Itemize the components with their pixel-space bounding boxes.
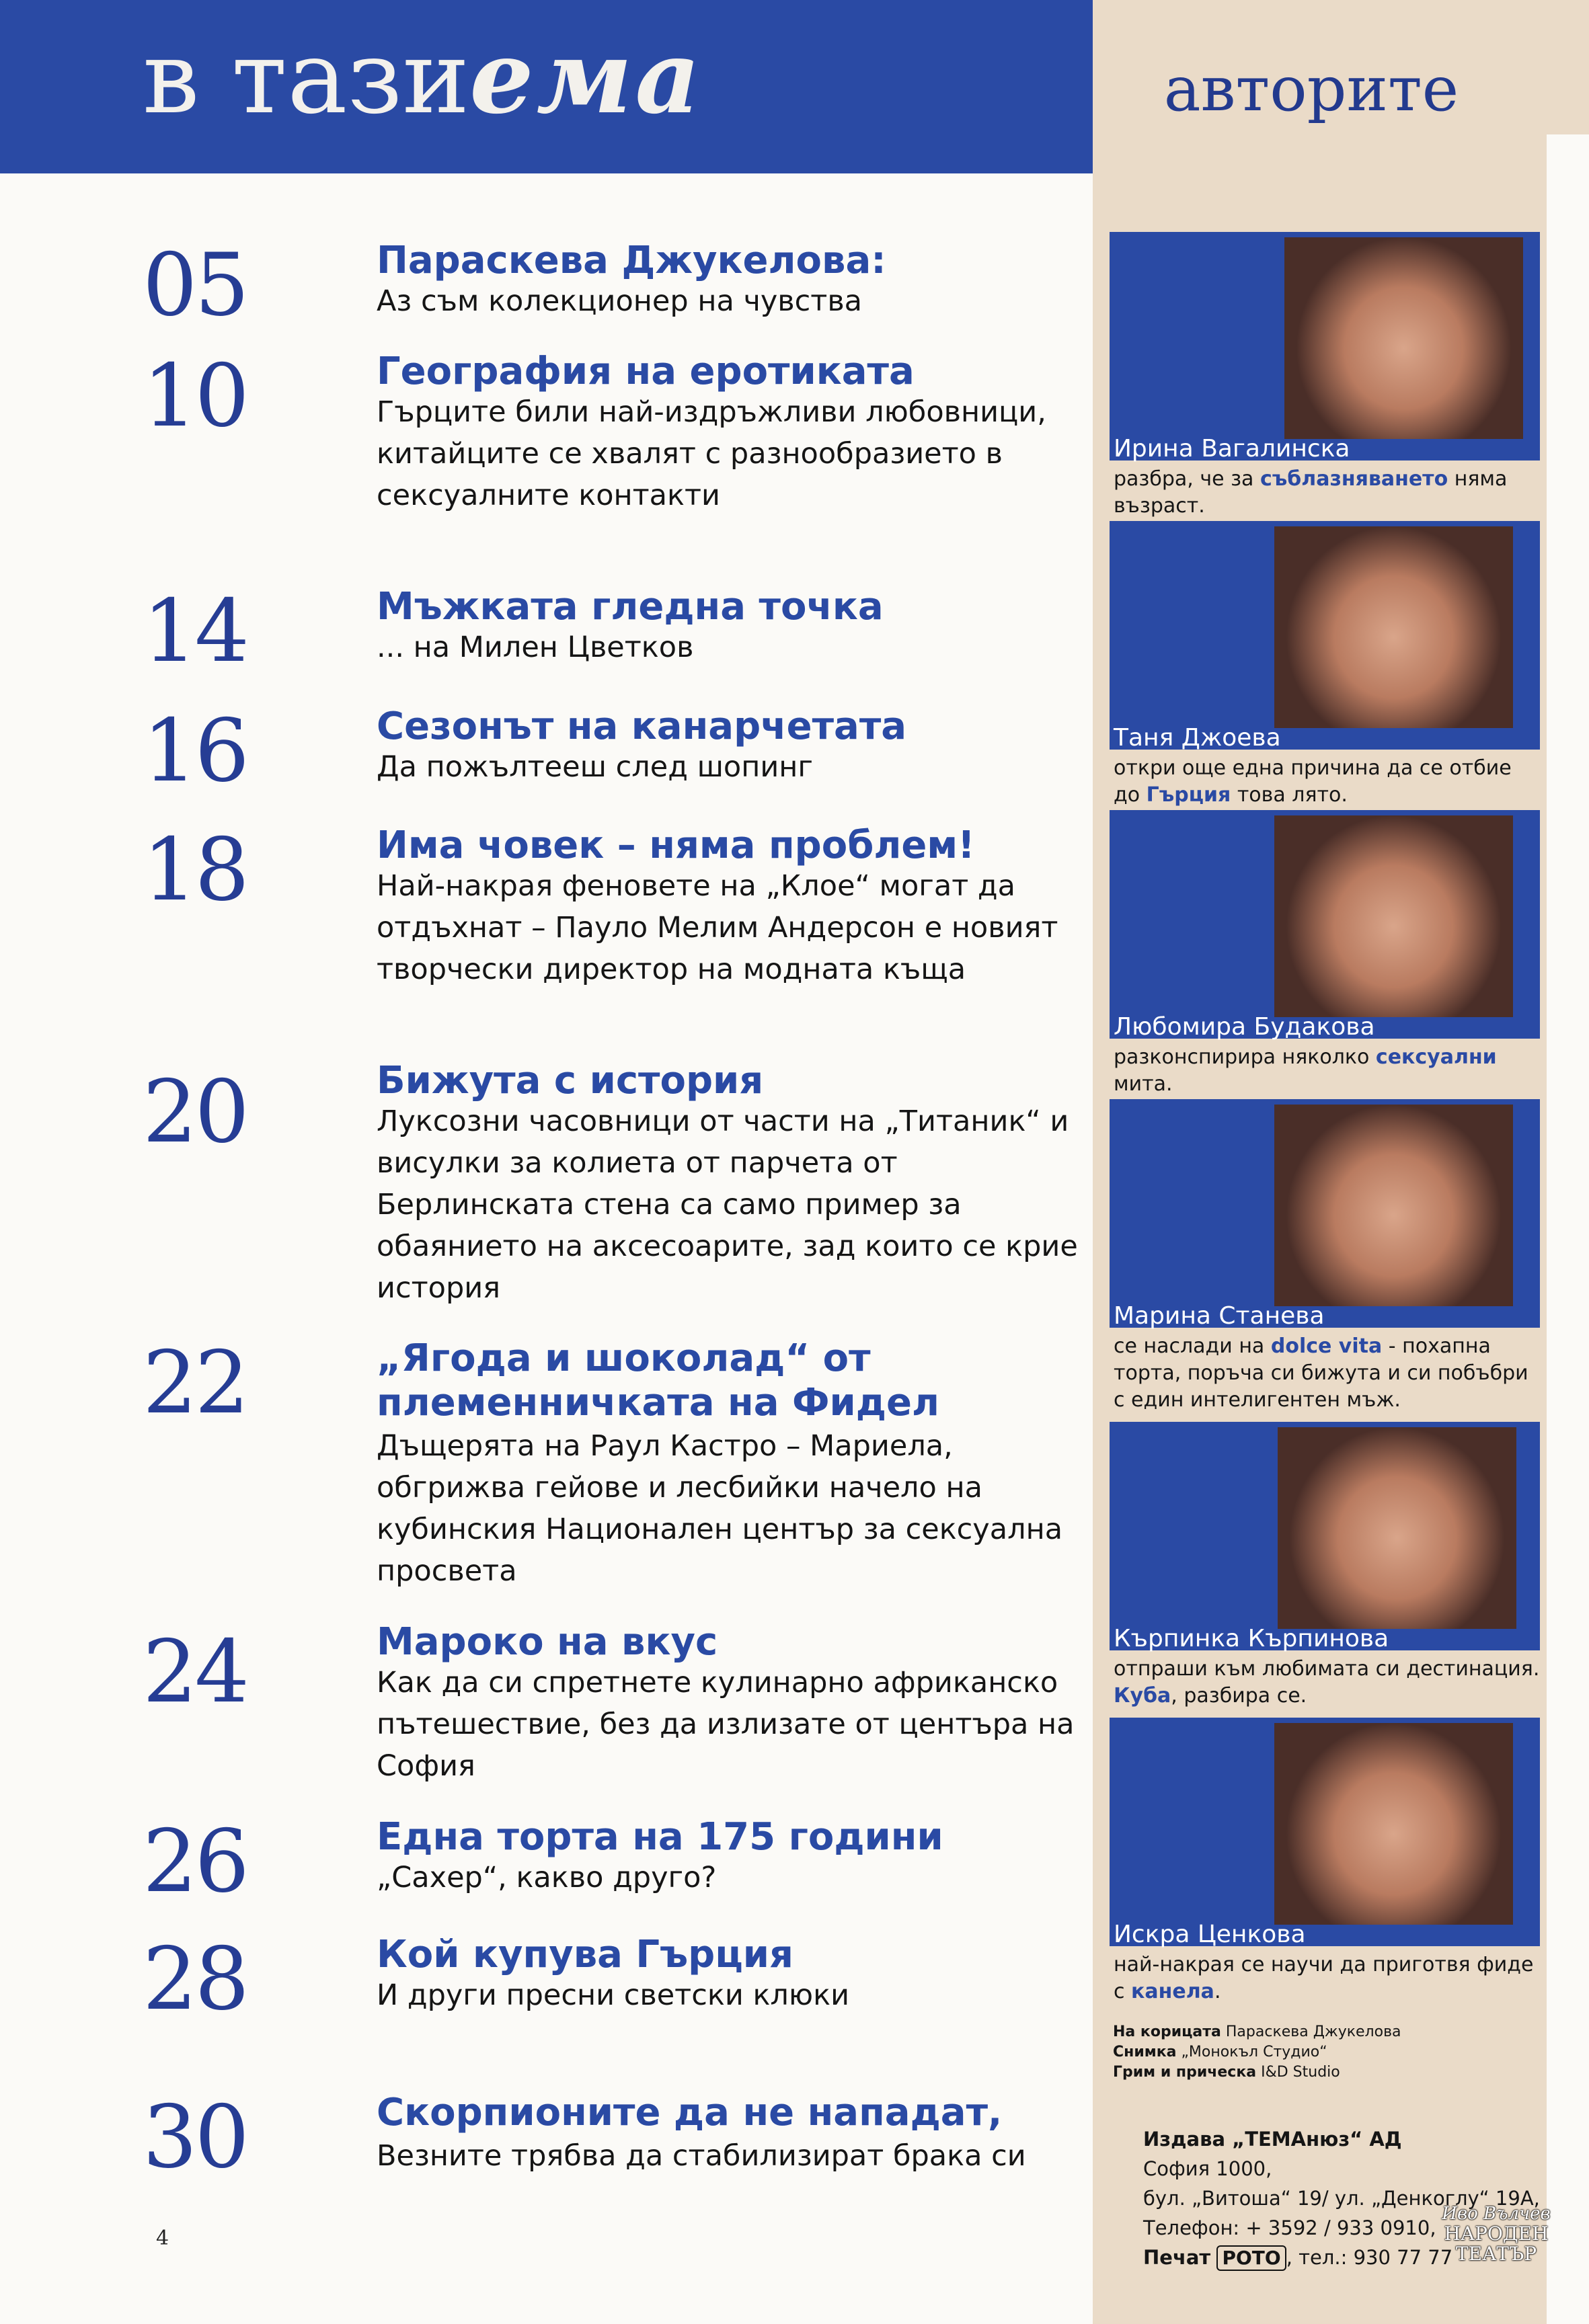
toc-description: Аз съм колекционер на чувства (377, 284, 863, 318)
credit-label: Снимка (1113, 2044, 1177, 2060)
toc-page-number: 22 (143, 1333, 247, 1433)
author-note-text: , разбира се. (1171, 1684, 1307, 1708)
author-name: Ирина Вагалинска (1114, 435, 1350, 463)
credit-label: На корицата (1113, 2024, 1221, 2040)
authors-heading: авторите (1163, 53, 1459, 125)
author-name: Таня Джоева (1114, 724, 1281, 752)
author-note-highlight: канела (1131, 1980, 1214, 2003)
toc-page-number: 20 (143, 1062, 247, 1162)
author-note-text: най-накрая се научи да приготвя фиде с (1114, 1953, 1534, 2003)
author-note (1114, 466, 1544, 520)
author-note-highlight: Гърция (1146, 783, 1231, 807)
author-photo (1278, 1427, 1516, 1629)
author-note-text: отпраши към любимата си дестинация. (1114, 1657, 1540, 1681)
toc-page-number: 30 (143, 2087, 247, 2188)
credit-line (1113, 2062, 1543, 2083)
toc-title: Сезонът на канарчетата (377, 705, 907, 748)
publisher-line: бул. „Витоша“ 19/ ул. „Денкоглу“ 19А, (1143, 2187, 1540, 2210)
toc-title: Скорпионите да не нападат, (377, 2091, 1003, 2134)
toc-description: Везните трябва да стабилизират брака си (377, 2139, 1026, 2173)
author-photo (1284, 237, 1523, 439)
author-note-text: това лято. (1231, 783, 1348, 807)
author-note-highlight: сексуални (1375, 1045, 1497, 1069)
toc-page-number: 14 (143, 582, 247, 682)
toc-description: И други пресни светски клюки (377, 1978, 850, 2012)
section-title-bold: ема (469, 18, 703, 136)
logo-line: НАРОДЕН (1444, 2222, 1549, 2245)
header-band (0, 0, 1093, 173)
credit-value: Параскева Джукелова (1225, 2024, 1401, 2040)
author-note-highlight: Куба (1114, 1684, 1171, 1708)
author-name: Любомира Будакова (1114, 1013, 1375, 1041)
toc-title: Мъжката гледна точка (377, 585, 884, 629)
section-title-regular: в тази (143, 19, 470, 136)
toc-description: Най-накрая феновете на „Клое“ могат да отдъхнат – Пауло Мелим Андерсон е новият творчески директор на модната къща (377, 869, 1058, 986)
toc-page-number: 18 (143, 820, 247, 920)
page-number: 4 (156, 2227, 169, 2250)
publisher-name: „ТЕМАнюз“ АД (1232, 2128, 1402, 2151)
toc-title: География на еротиката (377, 350, 915, 393)
toc-title: Параскева Джукелова: (377, 239, 886, 282)
roto-logo: РОТО (1216, 2245, 1286, 2271)
toc-page-number: 28 (143, 1929, 247, 2030)
author-note-text: . (1214, 1980, 1221, 2003)
author-note-text: се наслади на (1114, 1334, 1271, 1358)
toc-title: „Ягода и шоколад“ от (377, 1336, 871, 1380)
author-note (1114, 1656, 1544, 1710)
toc-description: „Сахер“, какво друго? (377, 1861, 717, 1894)
credit-value: „Монокъл Студио“ (1181, 2044, 1327, 2060)
author-note (1114, 1952, 1544, 2005)
toc-title: Кой купува Гърция (377, 1933, 793, 1976)
author-note (1114, 755, 1544, 809)
author-photo (1274, 526, 1513, 728)
author-note-text: откри още една причина да се отбие до (1114, 756, 1512, 807)
toc-page-number: 24 (143, 1622, 247, 1722)
publisher-label: Издава (1143, 2128, 1233, 2151)
toc-title: Има човек – няма проблем! (377, 824, 975, 867)
publisher-line: София 1000, (1143, 2157, 1272, 2180)
author-name: Марина Станева (1114, 1302, 1325, 1330)
toc-description: ... на Милен Цветков (377, 631, 694, 664)
toc-page-number: 26 (143, 1812, 247, 1912)
toc-description: Дъщерята на Раул Кастро – Мариела, обгрижва гейове и лесбийки начело на кубинския Национален център за сексуална просвета (377, 1429, 1063, 1588)
author-note-text: разконспирира няколко (1114, 1045, 1376, 1069)
sidebar-edge (1547, 134, 1589, 2324)
author-photo (1274, 1723, 1513, 1925)
toc-description: Как да си спретнете кулинарно африканско пътешествие, без да излизате от центъра на София (377, 1666, 1075, 1783)
cover-credits (1113, 2022, 1543, 2083)
publisher-line: Телефон: + 3592 / 933 0910, (1143, 2216, 1436, 2239)
toc-title: Мароко на вкус (377, 1620, 718, 1664)
toc-description: Да пожълтееш след шопинг (377, 750, 814, 784)
toc-description: Гърците били най-издръжливи любовници, китайците се хвалят с разнообразието в сексуалните контакти (377, 395, 1046, 512)
section-title (143, 13, 703, 142)
print-label: Печат (1143, 2246, 1211, 2269)
credit-line (1113, 2022, 1543, 2042)
print-phone: , тел.: 930 77 77 (1286, 2246, 1453, 2269)
author-note (1114, 1333, 1544, 1414)
author-name: Искра Ценкова (1114, 1921, 1306, 1948)
logo-line: Иво Вълчев (1442, 2204, 1551, 2224)
author-photo (1274, 1105, 1513, 1306)
credit-value: I&D Studio (1261, 2064, 1340, 2081)
toc-title: Бижута с история (377, 1059, 764, 1103)
author-name: Кърпинка Кърпинова (1114, 1625, 1389, 1652)
author-photo (1274, 815, 1513, 1017)
toc-description: Луксозни часовници от части на „Титаник“ и висулки за колиета от парчета от Берлинската стена са само пример за обаянието на аксесоарите, зад които се крие история (377, 1105, 1078, 1305)
theatre-logo (1436, 2204, 1557, 2291)
toc-page-number: 10 (143, 346, 247, 446)
author-note-text: - похапна торта, поръча си бижута и си побъбри с един интелигентен мъж. (1114, 1334, 1528, 1412)
author-note-text: мита. (1114, 1072, 1173, 1096)
toc-title-line2: племенничката на Фидел (377, 1381, 940, 1425)
author-note-text: няма възраст. (1114, 467, 1508, 518)
toc-title: Една торта на 175 години (377, 1815, 943, 1859)
author-note (1114, 1044, 1544, 1098)
credit-label: Грим и прическа (1113, 2064, 1257, 2081)
author-note-highlight: съблазняването (1259, 467, 1448, 491)
author-note-highlight: dolce vita (1270, 1334, 1383, 1358)
logo-line: ТЕАТЪР (1455, 2243, 1537, 2265)
toc-page-number: 16 (143, 701, 247, 801)
toc-page-number: 05 (143, 235, 247, 335)
credit-line (1113, 2042, 1543, 2062)
publisher-line (1143, 2124, 1540, 2154)
author-note-text: разбра, че за (1114, 467, 1260, 491)
